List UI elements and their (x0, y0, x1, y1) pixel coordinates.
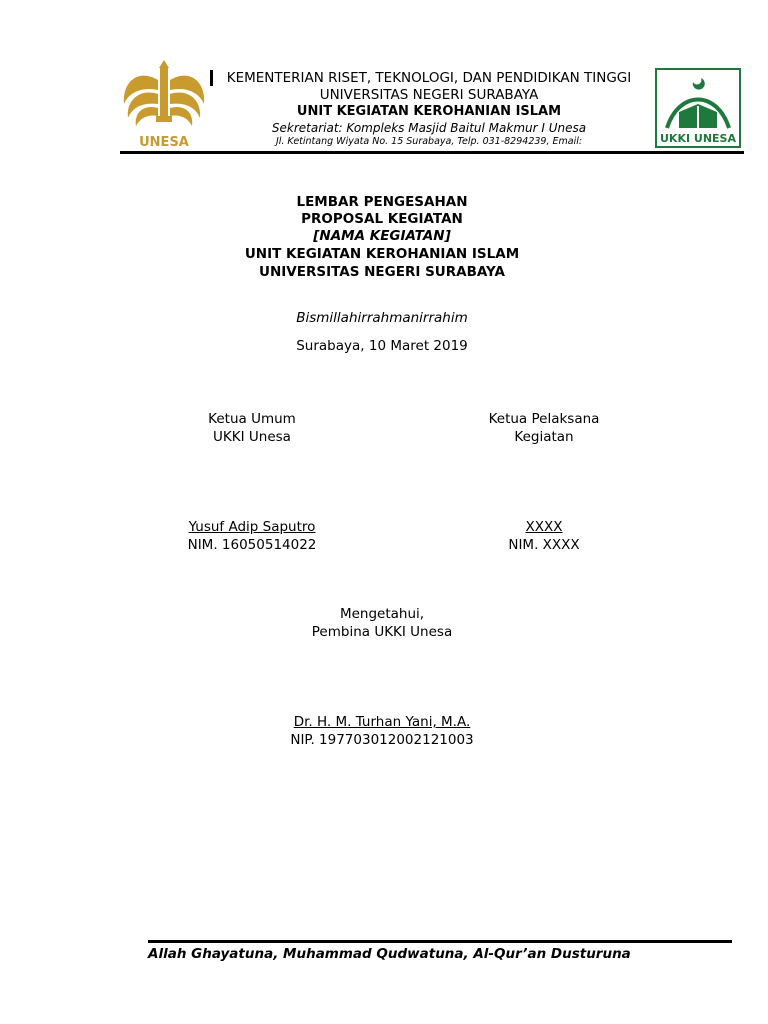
doc-title-line5: UNIVERSITAS NEGERI SURABAYA (259, 264, 505, 280)
doc-title-line1: LEMBAR PENGESAHAN (296, 194, 468, 210)
advisor-signature-block (232, 713, 532, 749)
unesa-logo-text: UNESA (139, 135, 189, 150)
secretariat-address: Sekretariat: Kompleks Masjid Baitul Makmur I Unesa (271, 121, 587, 135)
left-signatory-block (152, 518, 352, 554)
unesa-logo (118, 60, 210, 150)
advisor-name: Dr. H. M. Turhan Yani, M.A. (293, 714, 471, 730)
place-date: Surabaya, 10 Maret 2019 (296, 338, 468, 354)
right-role-line1: Ketua Pelaksana (488, 411, 600, 427)
footer-divider (148, 940, 732, 943)
advisor-id: NIP. 197703012002121003 (290, 732, 474, 748)
text-cursor-bar (210, 70, 213, 86)
opening-phrase: Bismillahirrahmanirrahim (296, 310, 468, 326)
advisor-intro-line1: Mengetahui, (339, 606, 425, 622)
right-signatory-name: XXXX (525, 519, 563, 535)
advisor-acknowledgement (232, 605, 532, 641)
ministry-name: KEMENTERIAN RISET, TEKNOLOGI, DAN PENDIDIKAN TINGGI (226, 70, 632, 86)
right-signatory-id: NIM. XXXX (508, 537, 580, 553)
doc-title-line2: PROPOSAL KEGIATAN (301, 211, 463, 227)
left-role-line1: Ketua Umum (208, 411, 296, 427)
doc-title-line3: [NAMA KEGIATAN] (313, 228, 451, 244)
contact-line: Jl. Ketintang Wiyata No. 15 Surabaya, Telp. 031-8294239, Email: (275, 136, 583, 147)
ukki-logo-text: UKKI UNESA (660, 132, 736, 145)
footer-motto: Allah Ghayatuna, Muhammad Qudwatuna, Al-Qur’an Dusturuna (148, 946, 631, 962)
left-signatory-name: Yusuf Adip Saputro (188, 519, 316, 535)
right-role-line2: Kegiatan (514, 429, 574, 445)
left-role-line2: UKKI Unesa (213, 429, 291, 445)
right-signatory-block (444, 518, 644, 554)
left-signatory-role (152, 410, 352, 446)
ukki-logo (655, 68, 741, 148)
university-name: UNIVERSITAS NEGERI SURABAYA (319, 87, 539, 103)
unit-name: UNIT KEGIATAN KEROHANIAN ISLAM (296, 104, 562, 119)
letterhead-divider (120, 151, 744, 154)
right-signatory-role (444, 410, 644, 446)
left-signatory-id: NIM. 16050514022 (187, 537, 317, 553)
advisor-intro-line2: Pembina UKKI Unesa (311, 624, 453, 640)
doc-title-line4: UNIT KEGIATAN KEROHANIAN ISLAM (244, 246, 520, 262)
